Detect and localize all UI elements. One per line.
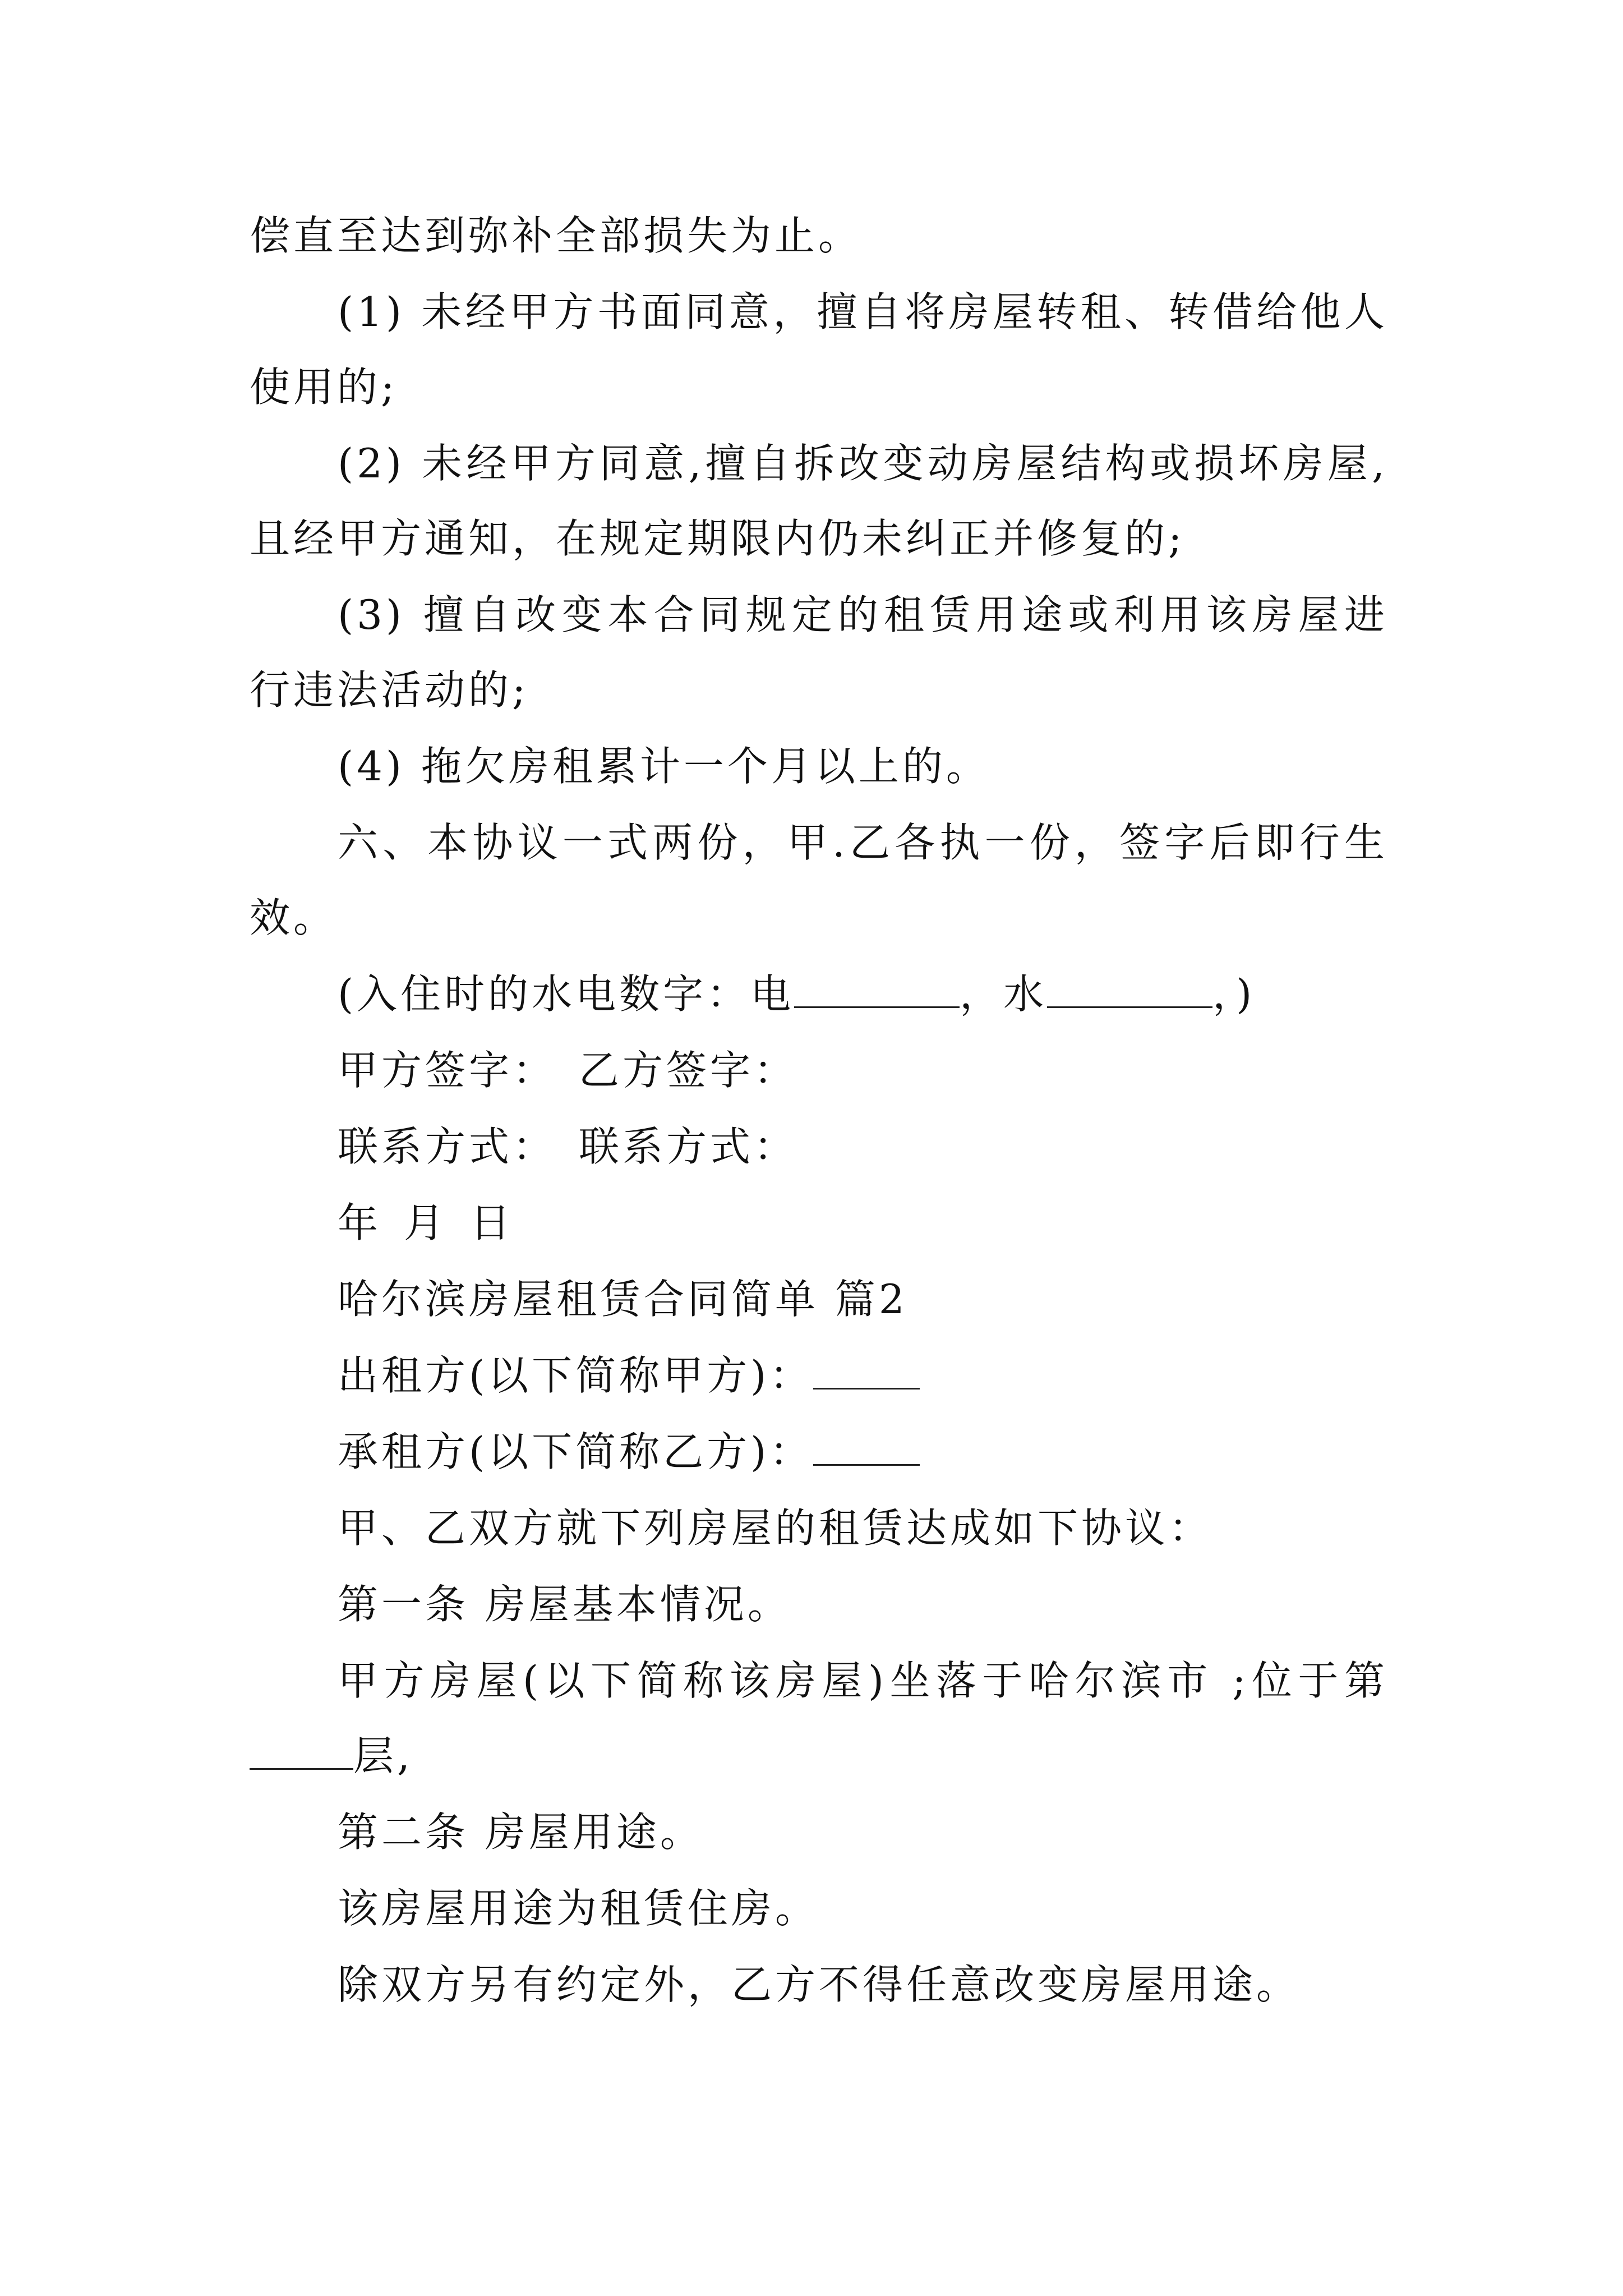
lessor-blank [813,1349,920,1389]
text-line: 该房屋用途为租赁住房。 [338,1885,819,1932]
water-blank [1047,967,1212,1008]
clause-1-line: (1) 未经甲方书面同意，擅自将房屋转租、转借给他人 [338,288,1388,335]
lessor-label: 出租方(以下简称甲方)： [338,1352,814,1399]
text-line: 效。 [250,894,338,941]
clause-3-line: (3) 擅自改变本合同规定的租赁用途或利用该房屋进 [338,591,1388,638]
party-a-signature-label: 甲方签字： [338,1047,557,1094]
section-title: 哈尔滨房屋租赁合同简单 篇2 [338,1276,908,1323]
party-a-contact-label: 联系方式： [338,1123,557,1170]
clause-2-line: (2) 未经甲方同意,擅自拆改变动房屋结构或损坏房屋, [338,440,1388,487]
meter-close: ，) [1212,970,1256,1018]
floor-line [250,1728,413,1784]
date-day: 日 [470,1199,514,1246]
article-heading: 第一条 房屋基本情况。 [338,1581,791,1628]
text-line: 除双方另有约定外，乙方不得任意改变房屋用途。 [338,1961,1301,2008]
meter-label: (入住时的水电数字：电 [338,970,795,1018]
lessor-line [338,1347,920,1404]
contact-line [338,1119,797,1175]
water-label: ，水 [960,970,1048,1018]
text-line: 且经甲方通知，在规定期限内仍未纠正并修复的; [250,515,1186,562]
article-heading: 第二条 房屋用途。 [338,1809,704,1856]
text-line: 甲方房屋(以下简称该房屋)坐落于哈尔滨市 ;位于第 [338,1657,1388,1704]
clause-4-line: (4) 拖欠房租累计一个月以上的。 [338,743,990,790]
text-line: 偿直至达到弥补全部损失为止。 [250,212,863,259]
party-b-contact-label: 联系方式： [579,1123,798,1170]
date-month: 月 [404,1199,448,1246]
lessee-label: 承租方(以下简称乙方)： [338,1428,814,1475]
lessee-blank [813,1425,920,1466]
section-six-line: 六、本协议一式两份，甲.乙各执一份，签字后即行生 [338,819,1388,866]
text-line: 使用的; [250,364,398,411]
date-line [338,1195,514,1251]
electricity-blank [794,967,960,1008]
signature-line [338,1042,797,1098]
text-line: 行违法活动的; [250,666,529,714]
floor-label: 层, [353,1732,413,1779]
date-year: 年 [338,1199,382,1246]
floor-blank [250,1729,353,1770]
lessee-line [338,1424,920,1480]
party-b-signature-label: 乙方签字： [579,1047,798,1094]
text-line: 甲、乙双方就下列房屋的租赁达成如下协议： [338,1504,1213,1552]
meter-readings-line [338,966,1255,1022]
